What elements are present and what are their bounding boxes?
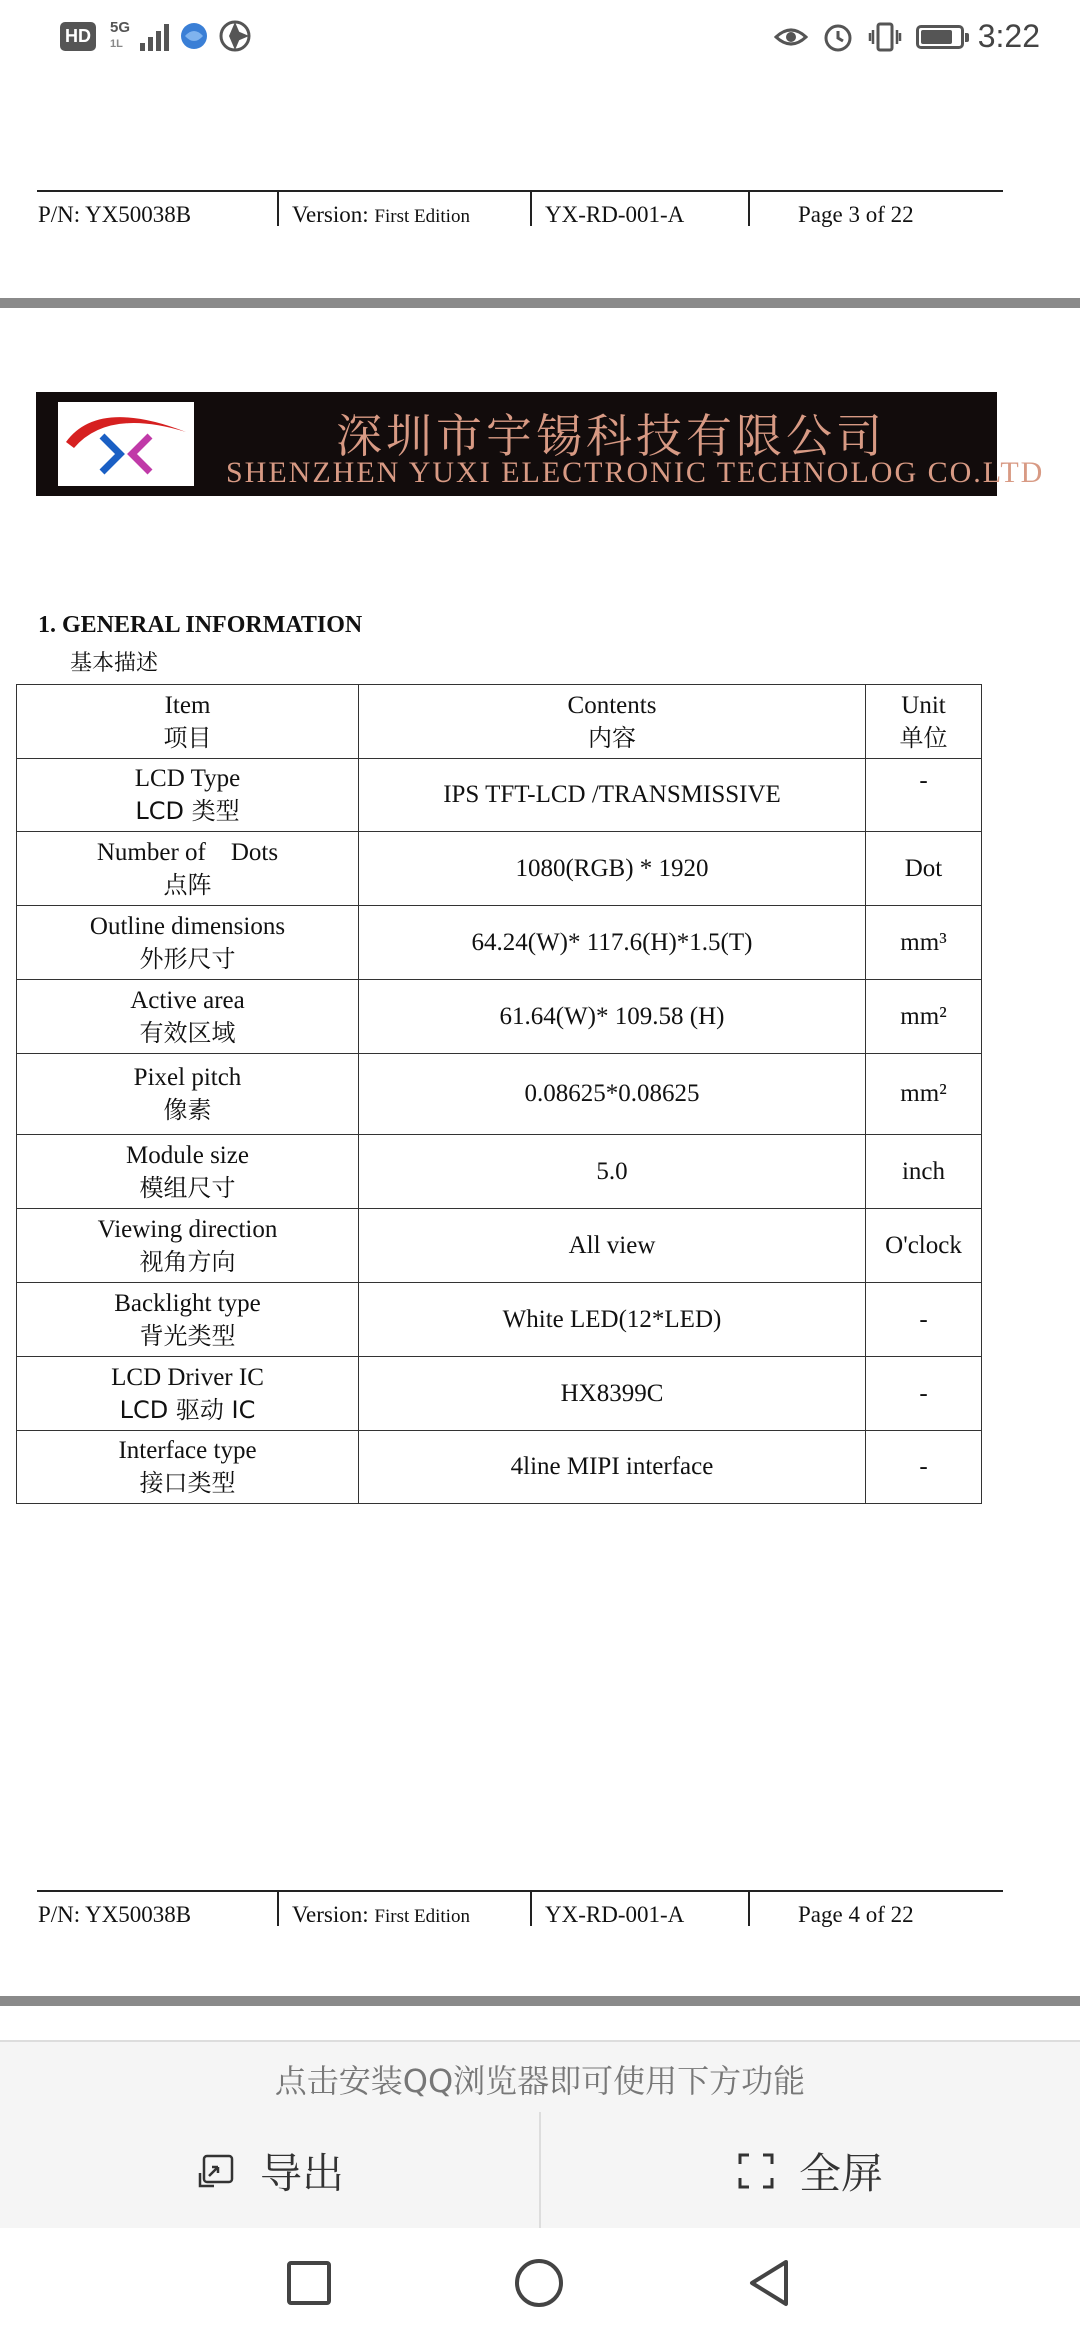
table-row [17,1135,982,1209]
export-icon [196,2151,236,2191]
vibrate-icon [868,21,902,53]
item-en: LCD Type [134,765,241,792]
unit-cell: inch [866,1135,982,1209]
header-contents-cn: 内容 [588,723,636,752]
unit-cell: mm² [866,1054,982,1135]
value-cell: 64.24(W)* 117.6(H)*1.5(T) [359,906,866,980]
item-cell [17,1209,359,1283]
item-cell [17,906,359,980]
table-row [17,1054,982,1135]
version-label: Version: [292,1902,369,1927]
value-cell: White LED(12*LED) [359,1283,866,1357]
header-contents [359,685,866,759]
item-cn: LCD 驱动 IC [119,1395,256,1424]
header-item-cn: 项目 [163,723,212,752]
version-value: First Edition [374,1906,470,1927]
version [292,1902,470,1928]
table-row [17,1431,982,1504]
item-en: Outline dimensions [89,912,286,940]
back-icon[interactable] [746,2258,792,2308]
item-en: Interface type [118,1437,257,1464]
company-logo [58,402,194,486]
navigation-bar [0,2228,1080,2340]
item-en: Viewing direction [97,1215,278,1243]
item-cn: 接口类型 [139,1469,236,1497]
item-cell [17,759,359,832]
table-row [17,832,982,906]
unit-cell: - [866,1431,982,1504]
header-unit [866,685,982,759]
table-row [17,759,982,832]
eye-icon [774,25,808,49]
item-cell [17,1357,359,1431]
item-cn: 背光类型 [139,1321,236,1350]
status-bar [0,0,1080,80]
unit-cell: - [866,1357,982,1431]
value-cell: 5.0 [359,1135,866,1209]
unit-cell: mm² [866,980,982,1054]
unit-cell: O'clock [866,1209,982,1283]
item-cell [17,832,359,906]
value-cell: 1080(RGB) * 1920 [359,832,866,906]
unit-cell: - [866,759,982,832]
item-en: Backlight type [114,1289,261,1317]
table-row [17,1283,982,1357]
part-number: P/N: YX50038B [38,202,192,227]
section-title: 1. GENERAL INFORMATION [38,612,363,638]
version-label: Version: [292,202,369,227]
network-sub-label: 1L [110,38,123,50]
header-item [17,685,359,759]
document-id: YX-RD-001-A [545,202,685,227]
item-cn: LCD 类型 [135,797,240,825]
network-label: 5G [110,19,131,36]
unit-cell: - [866,1283,982,1357]
network-type [110,20,130,52]
document-id: YX-RD-001-A [545,1902,685,1927]
unit-cell: Dot [866,832,982,906]
version [292,202,470,228]
table-row [17,1209,982,1283]
fullscreen-icon [737,2152,775,2190]
browser-icon [179,21,209,51]
export-button[interactable] [0,2112,540,2230]
home-icon[interactable] [514,2258,564,2308]
company-name-cn: 深圳市宇锡科技有限公司 [336,409,886,463]
install-hint[interactable]: 点击安装QQ浏览器即可使用下方功能 [274,2062,806,2100]
fullscreen-label: 全屏 [798,2149,883,2198]
item-en: Active area [130,986,245,1014]
alarm-icon [822,21,854,53]
clock: 3:22 [977,18,1040,54]
part-number: P/N: YX50038B [38,1902,192,1927]
item-cell [17,980,359,1054]
item-cell [17,1431,359,1504]
table-row [17,980,982,1054]
value-cell: IPS TFT-LCD /TRANSMISSIVE [359,759,866,832]
page-separator [0,1996,1080,2006]
section-subtitle: 基本描述 [70,651,159,676]
aperture-icon [219,20,251,52]
item-cn: 点阵 [163,870,212,899]
export-label: 导出 [259,2149,344,2198]
header-unit-en: Unit [901,691,946,719]
page-header-row [0,1890,1080,1960]
recent-apps-icon[interactable] [286,2260,332,2306]
item-cn: 像素 [163,1096,212,1124]
table-header-row [17,685,982,759]
value-cell: HX8399C [359,1357,866,1431]
item-en: Module size [126,1141,249,1169]
item-cn: 有效区域 [139,1018,236,1047]
item-cn: 外形尺寸 [139,944,236,973]
value-cell: 61.64(W)* 109.58 (H) [359,980,866,1054]
item-cell [17,1135,359,1209]
table-row [17,906,982,980]
unit-cell: mm³ [866,906,982,980]
item-cn: 视角方向 [139,1247,236,1276]
page-number: Page 3 of 22 [798,202,914,227]
header-item-en: Item [164,691,211,719]
qq-browser-bar [0,2040,1080,2230]
page-header-row [0,190,1080,260]
company-name-en: SHENZHEN YUXI ELECTRONIC TECHNOLOG CO.LTD [226,456,1045,489]
item-cn: 模组尺寸 [139,1173,236,1202]
battery-level [921,30,953,44]
value-cell: 0.08625*0.08625 [359,1054,866,1135]
fullscreen-button[interactable] [540,2112,1080,2230]
value-cell: 4line MIPI interface [359,1431,866,1504]
page-separator [0,298,1080,308]
page-number: Page 4 of 22 [798,1902,914,1927]
company-banner [36,392,1045,496]
battery-icon [916,25,964,49]
spec-table [16,684,982,1504]
item-en: Pixel pitch [133,1064,242,1091]
header-contents-en: Contents [567,691,657,719]
item-cell [17,1054,359,1135]
signal-icon [140,21,169,51]
header-unit-cn: 单位 [899,723,948,752]
value-cell: All view [359,1209,866,1283]
item-en: Number of Dots [96,838,279,866]
table-row [17,1357,982,1431]
version-value: First Edition [374,206,470,227]
hd-badge: HD [60,22,96,51]
item-en: LCD Driver IC [111,1363,264,1391]
item-cell [17,1283,359,1357]
